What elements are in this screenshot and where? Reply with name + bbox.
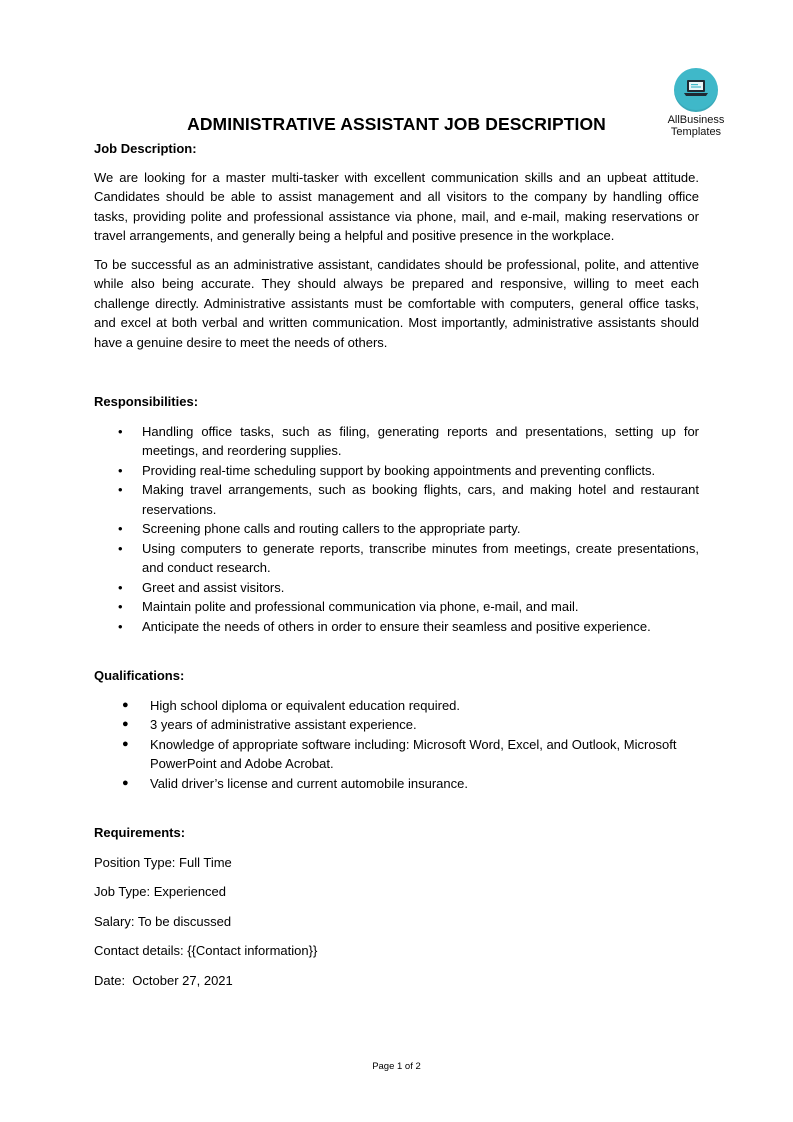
bullet-icon: • xyxy=(118,462,123,478)
list-item: ● Valid driver’s license and current automobile insurance. xyxy=(94,774,699,794)
bullet-icon: ● xyxy=(122,718,129,730)
document-body xyxy=(94,139,699,990)
responsibilities-heading: Responsibilities: xyxy=(94,394,199,409)
bullet-icon: • xyxy=(118,423,123,439)
list-item: • Using computers to generate reports, transcribe minutes from meetings, create presentations, and conduct research. xyxy=(118,540,699,575)
job-description-paragraph-2: To be successful as an administrative assistant, candidates should be professional, polite, and attentive while also being accurate. They should always be prepared and responsive, willing to meet each challenge directly. Administrative assistants must be comfortable with computers, general office tasks, and excel at both verbal and written communication. Most importantly, administrative assistants should have a genuine desire to meet the needs of others. xyxy=(94,256,699,350)
responsibilities-list xyxy=(94,422,699,637)
bullet-icon: • xyxy=(118,540,123,556)
qualifications-list xyxy=(94,696,699,794)
list-item: • Greet and assist visitors. xyxy=(94,578,699,598)
salary: Salary: To be discussed xyxy=(94,913,232,929)
document-title: ADMINISTRATIVE ASSISTANT JOB DESCRIPTION xyxy=(187,114,606,134)
list-item: ● 3 years of administrative assistant experience. xyxy=(94,715,699,735)
bullet-icon: • xyxy=(118,599,123,614)
list-item: • Maintain polite and professional communication via phone, e-mail, and mail. xyxy=(94,597,699,617)
requirements-heading: Requirements: xyxy=(94,825,186,840)
job-description-paragraph-1: We are looking for a master multi-tasker with excellent communication skills and an upbeat attitude. Candidates should be able to assist management and all visitors to the company by handling office tasks, providing polite and professional assistance via phone, mail, and e-mail, making reservations or travel arrangements, and generally being a helpful and positive presence in the workplace. xyxy=(94,169,699,243)
bullet-icon: ● xyxy=(122,698,129,711)
bullet-icon: ● xyxy=(122,737,129,750)
list-item: • Making travel arrangements, such as booking flights, cars, and making hotel and restaurant reservations. xyxy=(118,482,699,517)
qualifications-heading: Qualifications: xyxy=(94,668,185,683)
bullet-icon: • xyxy=(118,482,123,497)
page-number: Page 1 of 2 xyxy=(372,1061,421,1072)
job-description-heading: Job Description: xyxy=(94,141,197,156)
laptop-icon xyxy=(674,68,718,112)
list-item: • Handling office tasks, such as filing, generating reports and presentations, setting up for meetings, and reordering supplies. xyxy=(118,423,699,458)
document-date: Date: October 27, 2021 xyxy=(94,972,233,988)
contact-details: Contact details: {{Contact information}} xyxy=(94,943,318,958)
list-item: ● High school diploma or equivalent education required. xyxy=(94,696,699,716)
list-item: ● Knowledge of appropriate software including: Microsoft Word, Excel, and Outlook, Microsoft PowerPoint and Adobe Acrobat. xyxy=(122,736,677,771)
list-item: • Providing real-time scheduling support by booking appointments and preventing conflicts. xyxy=(94,461,699,481)
job-type: Job Type: Experienced xyxy=(94,884,227,899)
logo-text-line1: AllBusiness xyxy=(667,114,725,126)
position-type: Position Type: Full Time xyxy=(94,854,232,870)
bullet-icon: ● xyxy=(122,776,129,789)
bullet-icon: • xyxy=(118,618,123,634)
list-item: • Screening phone calls and routing callers to the appropriate party. xyxy=(94,519,699,539)
list-item: • Anticipate the needs of others in order to ensure their seamless and positive experience. xyxy=(94,617,699,637)
logo-text-line2: Templates xyxy=(670,126,722,138)
bullet-icon: • xyxy=(118,521,123,536)
bullet-icon: • xyxy=(118,579,123,595)
